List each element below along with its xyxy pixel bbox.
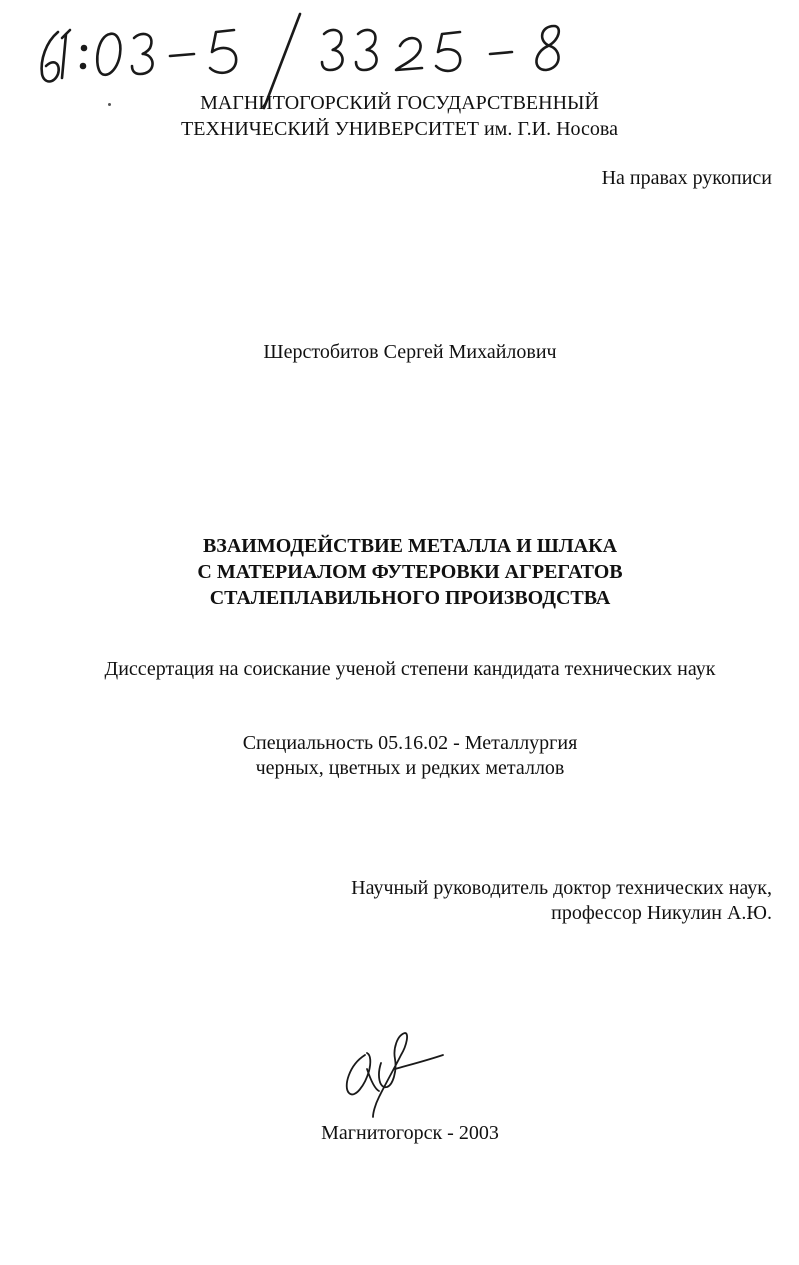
supervisor-line1: Научный руководитель доктор технических наук, [351,877,772,899]
signature [335,1025,455,1125]
city-year: Магнитогорск - 2003 [321,1122,499,1144]
degree-statement: Диссертация на соискание ученой степени кандидата технических наук [104,658,716,680]
university-name-line1: МАГНИТОГОРСКИЙ ГОСУДАРСТВЕННЫЙ [200,92,599,114]
specialty-line1: Специальность 05.16.02 - Металлургия [242,732,578,754]
signature-drawing [335,1025,455,1125]
author-name: Шерстобитов Сергей Михайлович [263,341,557,363]
dissertation-title-line2: С МАТЕРИАЛОМ ФУТЕРОВКИ АГРЕГАТОВ [197,561,623,583]
supervisor-line2: профессор Никулин А.Ю. [551,902,772,924]
specialty-line2: черных, цветных и редких металлов [255,757,565,779]
university-name-line2: ТЕХНИЧЕСКИЙ УНИВЕРСИТЕТ им. Г.И. Носова [181,118,618,140]
rights-notice: На правах рукописи [601,167,772,189]
dissertation-title-line3: СТАЛЕПЛАВИЛЬНОГО ПРОИЗВОДСТВА [209,587,611,609]
dissertation-title-line1: ВЗАИМОДЕЙСТВИЕ МЕТАЛЛА И ШЛАКА [202,535,618,557]
